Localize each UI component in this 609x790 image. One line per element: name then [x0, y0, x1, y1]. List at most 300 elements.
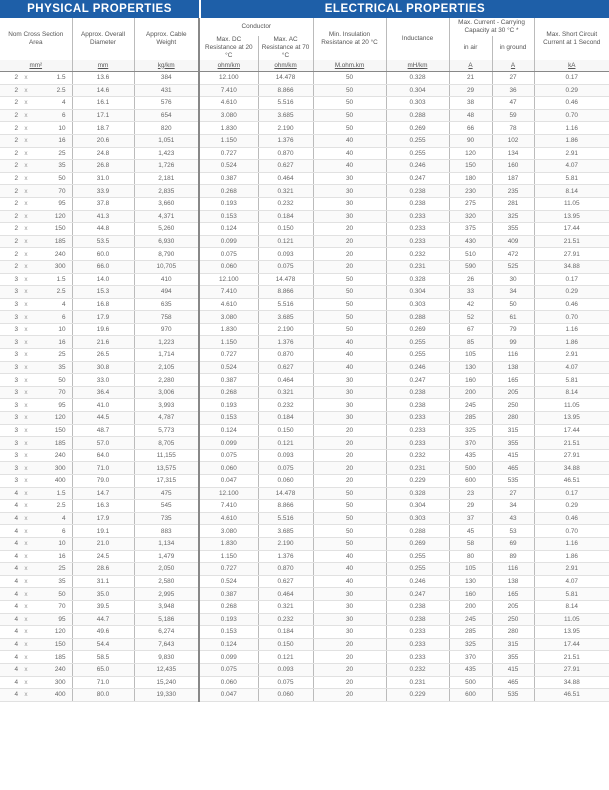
cell-in-ground: 235 [492, 185, 534, 198]
weight-header: Approx. Cable Weight [134, 18, 199, 60]
cell-dc-resistance: 1.830 [199, 122, 258, 135]
cell-times: x [20, 689, 32, 702]
cell-insulation: 50 [313, 537, 386, 550]
cell-section: 35 [32, 575, 72, 588]
cell-cores: 3 [0, 412, 20, 425]
cell-weight: 3,993 [134, 399, 199, 412]
cell-diameter: 79.0 [72, 475, 134, 488]
cell-insulation: 30 [313, 185, 386, 198]
cell-insulation: 50 [313, 311, 386, 324]
cell-short-circuit: 4.07 [534, 361, 609, 374]
cell-in-ground: 30 [492, 273, 534, 286]
cell-ac-resistance: 0.060 [258, 475, 313, 488]
cell-in-air: 325 [449, 424, 492, 437]
table-row [0, 374, 609, 387]
cell-cores: 3 [0, 437, 20, 450]
cell-short-circuit: 27.91 [534, 449, 609, 462]
cell-in-air: 33 [449, 286, 492, 299]
cell-times: x [20, 223, 32, 236]
cell-in-air: 29 [449, 84, 492, 97]
cell-in-air: 105 [449, 349, 492, 362]
cell-section: 120 [32, 412, 72, 425]
cell-diameter: 16.8 [72, 298, 134, 311]
cell-inductance: 0.255 [386, 550, 449, 563]
cell-in-air: 67 [449, 323, 492, 336]
cell-in-ground: 465 [492, 462, 534, 475]
cell-insulation: 50 [313, 286, 386, 299]
cell-weight: 1,223 [134, 336, 199, 349]
cell-short-circuit: 2.91 [534, 349, 609, 362]
cell-short-circuit: 17.44 [534, 223, 609, 236]
cell-in-air: 500 [449, 676, 492, 689]
cell-dc-resistance: 0.124 [199, 638, 258, 651]
cell-diameter: 57.0 [72, 437, 134, 450]
cell-inductance: 0.238 [386, 613, 449, 626]
cell-ac-resistance: 2.190 [258, 323, 313, 336]
cell-diameter: 54.4 [72, 638, 134, 651]
cell-inductance: 0.269 [386, 537, 449, 550]
cell-times: x [20, 600, 32, 613]
cell-insulation: 20 [313, 260, 386, 273]
cell-insulation: 30 [313, 412, 386, 425]
cell-ac-resistance: 0.121 [258, 235, 313, 248]
cell-inductance: 0.247 [386, 374, 449, 387]
cell-in-ground: 27 [492, 487, 534, 500]
cell-in-ground: 415 [492, 663, 534, 676]
cell-short-circuit: 8.14 [534, 386, 609, 399]
cell-ac-resistance: 0.121 [258, 437, 313, 450]
cell-diameter: 14.6 [72, 84, 134, 97]
cell-inductance: 0.328 [386, 487, 449, 500]
cell-dc-resistance: 12.100 [199, 72, 258, 85]
cell-in-ground: 250 [492, 399, 534, 412]
cell-cores: 2 [0, 235, 20, 248]
cell-cores: 2 [0, 109, 20, 122]
cell-short-circuit: 0.70 [534, 109, 609, 122]
cell-in-ground: 61 [492, 311, 534, 324]
cell-section: 95 [32, 399, 72, 412]
cable-properties-table [0, 18, 609, 702]
cell-in-ground: 165 [492, 588, 534, 601]
cell-diameter: 36.4 [72, 386, 134, 399]
cell-inductance: 0.269 [386, 122, 449, 135]
cell-in-air: 37 [449, 512, 492, 525]
table-row [0, 386, 609, 399]
cell-dc-resistance: 0.727 [199, 147, 258, 160]
cell-ac-resistance: 14.478 [258, 72, 313, 85]
cell-times: x [20, 638, 32, 651]
table-row [0, 663, 609, 676]
cell-ac-resistance: 14.478 [258, 487, 313, 500]
cell-cores: 2 [0, 260, 20, 273]
table-row [0, 525, 609, 538]
cell-cores: 3 [0, 323, 20, 336]
cell-in-ground: 79 [492, 323, 534, 336]
cell-weight: 1,134 [134, 537, 199, 550]
cell-inductance: 0.246 [386, 160, 449, 173]
cell-inductance: 0.255 [386, 563, 449, 576]
cell-weight: 9,830 [134, 651, 199, 664]
cell-section: 4 [32, 97, 72, 110]
cell-diameter: 44.7 [72, 613, 134, 626]
cell-short-circuit: 1.16 [534, 122, 609, 135]
cell-weight: 494 [134, 286, 199, 299]
cell-in-ground: 53 [492, 525, 534, 538]
cell-weight: 820 [134, 122, 199, 135]
cell-cores: 2 [0, 122, 20, 135]
cell-section: 400 [32, 475, 72, 488]
cell-section: 185 [32, 437, 72, 450]
cell-insulation: 20 [313, 689, 386, 702]
cell-cores: 4 [0, 626, 20, 639]
cell-section: 300 [32, 260, 72, 273]
cell-in-air: 120 [449, 147, 492, 160]
cell-in-ground: 250 [492, 613, 534, 626]
cell-cores: 3 [0, 311, 20, 324]
cell-weight: 5,260 [134, 223, 199, 236]
cell-dc-resistance: 0.099 [199, 437, 258, 450]
cell-in-ground: 59 [492, 109, 534, 122]
cell-times: x [20, 185, 32, 198]
cell-ac-resistance: 0.627 [258, 361, 313, 374]
cell-weight: 7,643 [134, 638, 199, 651]
cell-short-circuit: 1.86 [534, 134, 609, 147]
cell-in-ground: 472 [492, 248, 534, 261]
cell-section: 240 [32, 449, 72, 462]
cell-inductance: 0.231 [386, 260, 449, 273]
table-row [0, 72, 609, 85]
cell-insulation: 20 [313, 663, 386, 676]
cell-ac-resistance: 0.464 [258, 172, 313, 185]
cell-diameter: 30.8 [72, 361, 134, 374]
cell-in-ground: 355 [492, 437, 534, 450]
cell-times: x [20, 72, 32, 85]
unit-dc: ohm/km [199, 60, 258, 72]
cell-short-circuit: 13.95 [534, 626, 609, 639]
cell-short-circuit: 34.88 [534, 260, 609, 273]
in-air-header: in air [449, 36, 492, 60]
cell-weight: 17,315 [134, 475, 199, 488]
cell-times: x [20, 588, 32, 601]
cell-cores: 4 [0, 575, 20, 588]
cell-inductance: 0.232 [386, 449, 449, 462]
cell-insulation: 30 [313, 600, 386, 613]
cell-insulation: 20 [313, 475, 386, 488]
cell-cores: 4 [0, 676, 20, 689]
cell-in-air: 29 [449, 500, 492, 513]
cell-section: 240 [32, 248, 72, 261]
cell-times: x [20, 97, 32, 110]
cell-insulation: 50 [313, 525, 386, 538]
cell-section: 16 [32, 550, 72, 563]
cell-diameter: 64.0 [72, 449, 134, 462]
cell-weight: 431 [134, 84, 199, 97]
cell-diameter: 16.3 [72, 500, 134, 513]
cell-times: x [20, 286, 32, 299]
cell-dc-resistance: 0.727 [199, 563, 258, 576]
cell-cores: 2 [0, 172, 20, 185]
cell-inductance: 0.304 [386, 84, 449, 97]
cell-inductance: 0.247 [386, 588, 449, 601]
cell-times: x [20, 449, 32, 462]
cell-times: x [20, 424, 32, 437]
cell-times: x [20, 550, 32, 563]
cell-in-ground: 409 [492, 235, 534, 248]
cell-weight: 5,186 [134, 613, 199, 626]
cell-dc-resistance: 4.610 [199, 512, 258, 525]
cell-dc-resistance: 0.099 [199, 235, 258, 248]
cell-diameter: 49.6 [72, 626, 134, 639]
cell-weight: 8,790 [134, 248, 199, 261]
short-circuit-header: Max. Short Circuit Current at 1 Second [534, 18, 609, 60]
table-row [0, 600, 609, 613]
cell-insulation: 40 [313, 349, 386, 362]
cell-diameter: 44.5 [72, 412, 134, 425]
cell-diameter: 31.1 [72, 575, 134, 588]
cell-inductance: 0.233 [386, 412, 449, 425]
cell-times: x [20, 412, 32, 425]
cell-diameter: 35.0 [72, 588, 134, 601]
cell-cores: 2 [0, 248, 20, 261]
cell-cores: 4 [0, 525, 20, 538]
cell-in-ground: 50 [492, 298, 534, 311]
cell-weight: 6,930 [134, 235, 199, 248]
cell-diameter: 15.3 [72, 286, 134, 299]
cell-cores: 2 [0, 72, 20, 85]
cell-weight: 2,105 [134, 361, 199, 374]
table-row [0, 160, 609, 173]
cell-in-ground: 281 [492, 197, 534, 210]
cell-ac-resistance: 0.075 [258, 462, 313, 475]
cell-dc-resistance: 0.727 [199, 349, 258, 362]
cell-insulation: 50 [313, 122, 386, 135]
cell-weight: 576 [134, 97, 199, 110]
table-row [0, 122, 609, 135]
cell-times: x [20, 349, 32, 362]
cell-diameter: 65.0 [72, 663, 134, 676]
cell-diameter: 60.0 [72, 248, 134, 261]
cell-dc-resistance: 0.387 [199, 588, 258, 601]
cell-section: 300 [32, 462, 72, 475]
cell-ac-resistance: 0.075 [258, 676, 313, 689]
cell-inductance: 0.238 [386, 197, 449, 210]
cell-insulation: 20 [313, 449, 386, 462]
cell-section: 6 [32, 525, 72, 538]
cell-ac-resistance: 14.478 [258, 273, 313, 286]
cell-dc-resistance: 0.124 [199, 424, 258, 437]
cell-cores: 3 [0, 286, 20, 299]
cell-weight: 8,705 [134, 437, 199, 450]
cell-times: x [20, 613, 32, 626]
cell-in-air: 590 [449, 260, 492, 273]
table-row [0, 437, 609, 450]
cell-section: 10 [32, 323, 72, 336]
cell-weight: 2,280 [134, 374, 199, 387]
table-row [0, 349, 609, 362]
cell-in-ground: 99 [492, 336, 534, 349]
cell-inductance: 0.304 [386, 286, 449, 299]
cell-inductance: 0.238 [386, 386, 449, 399]
cell-insulation: 50 [313, 298, 386, 311]
table-row [0, 97, 609, 110]
cell-insulation: 30 [313, 172, 386, 185]
table-row [0, 399, 609, 412]
cell-inductance: 0.232 [386, 663, 449, 676]
cell-short-circuit: 4.07 [534, 160, 609, 173]
cell-diameter: 19.1 [72, 525, 134, 538]
cell-times: x [20, 147, 32, 160]
cell-in-air: 42 [449, 298, 492, 311]
cell-section: 1.5 [32, 273, 72, 286]
cell-diameter: 33.0 [72, 374, 134, 387]
cell-short-circuit: 1.86 [534, 550, 609, 563]
cell-times: x [20, 374, 32, 387]
cell-section: 4 [32, 512, 72, 525]
cell-in-air: 370 [449, 651, 492, 664]
cell-insulation: 30 [313, 626, 386, 639]
cell-insulation: 30 [313, 613, 386, 626]
cell-weight: 6,274 [134, 626, 199, 639]
unit-inductance: mH/km [386, 60, 449, 72]
cell-section: 70 [32, 386, 72, 399]
cell-dc-resistance: 0.193 [199, 399, 258, 412]
cell-in-air: 435 [449, 449, 492, 462]
cell-inductance: 0.233 [386, 235, 449, 248]
cell-cores: 3 [0, 424, 20, 437]
physical-properties-header: PHYSICAL PROPERTIES [0, 0, 199, 18]
table-row [0, 109, 609, 122]
cell-in-ground: 138 [492, 575, 534, 588]
cell-insulation: 50 [313, 512, 386, 525]
cell-dc-resistance: 0.268 [199, 600, 258, 613]
cell-inductance: 0.238 [386, 399, 449, 412]
cell-diameter: 21.0 [72, 537, 134, 550]
cell-insulation: 40 [313, 160, 386, 173]
cell-in-air: 375 [449, 223, 492, 236]
cell-weight: 5,773 [134, 424, 199, 437]
cell-in-ground: 187 [492, 172, 534, 185]
cell-short-circuit: 1.16 [534, 537, 609, 550]
cell-short-circuit: 0.29 [534, 286, 609, 299]
cell-short-circuit: 21.51 [534, 235, 609, 248]
cell-insulation: 20 [313, 235, 386, 248]
cell-inductance: 0.255 [386, 147, 449, 160]
cell-in-air: 150 [449, 160, 492, 173]
cell-cores: 3 [0, 386, 20, 399]
cell-weight: 3,660 [134, 197, 199, 210]
cell-dc-resistance: 0.075 [199, 663, 258, 676]
cell-in-ground: 116 [492, 349, 534, 362]
cell-in-air: 52 [449, 311, 492, 324]
cell-times: x [20, 260, 32, 273]
cell-diameter: 31.0 [72, 172, 134, 185]
cell-inductance: 0.233 [386, 638, 449, 651]
cell-times: x [20, 160, 32, 173]
cell-cores: 4 [0, 512, 20, 525]
cell-cores: 2 [0, 185, 20, 198]
cell-inductance: 0.255 [386, 336, 449, 349]
cell-ac-resistance: 2.190 [258, 122, 313, 135]
cell-dc-resistance: 0.153 [199, 210, 258, 223]
cell-times: x [20, 563, 32, 576]
cell-weight: 11,155 [134, 449, 199, 462]
cell-ac-resistance: 0.870 [258, 563, 313, 576]
table-row [0, 147, 609, 160]
cell-insulation: 20 [313, 676, 386, 689]
cell-insulation: 30 [313, 374, 386, 387]
cell-insulation: 40 [313, 336, 386, 349]
cell-cores: 4 [0, 537, 20, 550]
cell-dc-resistance: 3.080 [199, 311, 258, 324]
electrical-properties-header: ELECTRICAL PROPERTIES [199, 0, 609, 18]
cell-times: x [20, 462, 32, 475]
in-ground-header: in ground [492, 36, 534, 60]
cell-weight: 4,787 [134, 412, 199, 425]
cell-in-air: 66 [449, 122, 492, 135]
table-row [0, 311, 609, 324]
cell-insulation: 50 [313, 273, 386, 286]
table-row [0, 361, 609, 374]
cell-cores: 3 [0, 449, 20, 462]
cell-cores: 3 [0, 273, 20, 286]
table-row [0, 323, 609, 336]
ac-resistance-header: Max. AC Resistance at 70 °C [258, 36, 313, 60]
cell-in-ground: 205 [492, 600, 534, 613]
cell-ac-resistance: 0.232 [258, 613, 313, 626]
cell-short-circuit: 11.05 [534, 399, 609, 412]
cell-in-ground: 36 [492, 84, 534, 97]
cell-section: 95 [32, 197, 72, 210]
cell-diameter: 39.5 [72, 600, 134, 613]
cell-section: 300 [32, 676, 72, 689]
cell-times: x [20, 109, 32, 122]
unit-weight: kg/km [134, 60, 199, 72]
cell-weight: 2,835 [134, 185, 199, 198]
cell-cores: 2 [0, 160, 20, 173]
cell-inductance: 0.247 [386, 172, 449, 185]
cell-ac-resistance: 0.150 [258, 638, 313, 651]
cell-insulation: 30 [313, 210, 386, 223]
cell-times: x [20, 575, 32, 588]
cell-insulation: 20 [313, 223, 386, 236]
table-row [0, 575, 609, 588]
cell-diameter: 37.8 [72, 197, 134, 210]
cell-times: x [20, 537, 32, 550]
cell-short-circuit: 0.70 [534, 525, 609, 538]
cell-dc-resistance: 7.410 [199, 84, 258, 97]
cell-short-circuit: 2.91 [534, 563, 609, 576]
cell-section: 150 [32, 424, 72, 437]
cell-in-air: 510 [449, 248, 492, 261]
cell-cores: 4 [0, 500, 20, 513]
cell-dc-resistance: 3.080 [199, 525, 258, 538]
cell-in-ground: 102 [492, 134, 534, 147]
cell-inductance: 0.229 [386, 475, 449, 488]
cell-ac-resistance: 0.150 [258, 223, 313, 236]
cell-weight: 15,240 [134, 676, 199, 689]
cell-diameter: 71.0 [72, 462, 134, 475]
table-row [0, 550, 609, 563]
cell-inductance: 0.304 [386, 500, 449, 513]
cell-in-air: 180 [449, 172, 492, 185]
cell-ac-resistance: 0.464 [258, 588, 313, 601]
cell-section: 6 [32, 109, 72, 122]
cell-cores: 4 [0, 689, 20, 702]
cell-diameter: 53.5 [72, 235, 134, 248]
cell-ac-resistance: 8.866 [258, 500, 313, 513]
cell-diameter: 71.0 [72, 676, 134, 689]
cell-in-ground: 465 [492, 676, 534, 689]
